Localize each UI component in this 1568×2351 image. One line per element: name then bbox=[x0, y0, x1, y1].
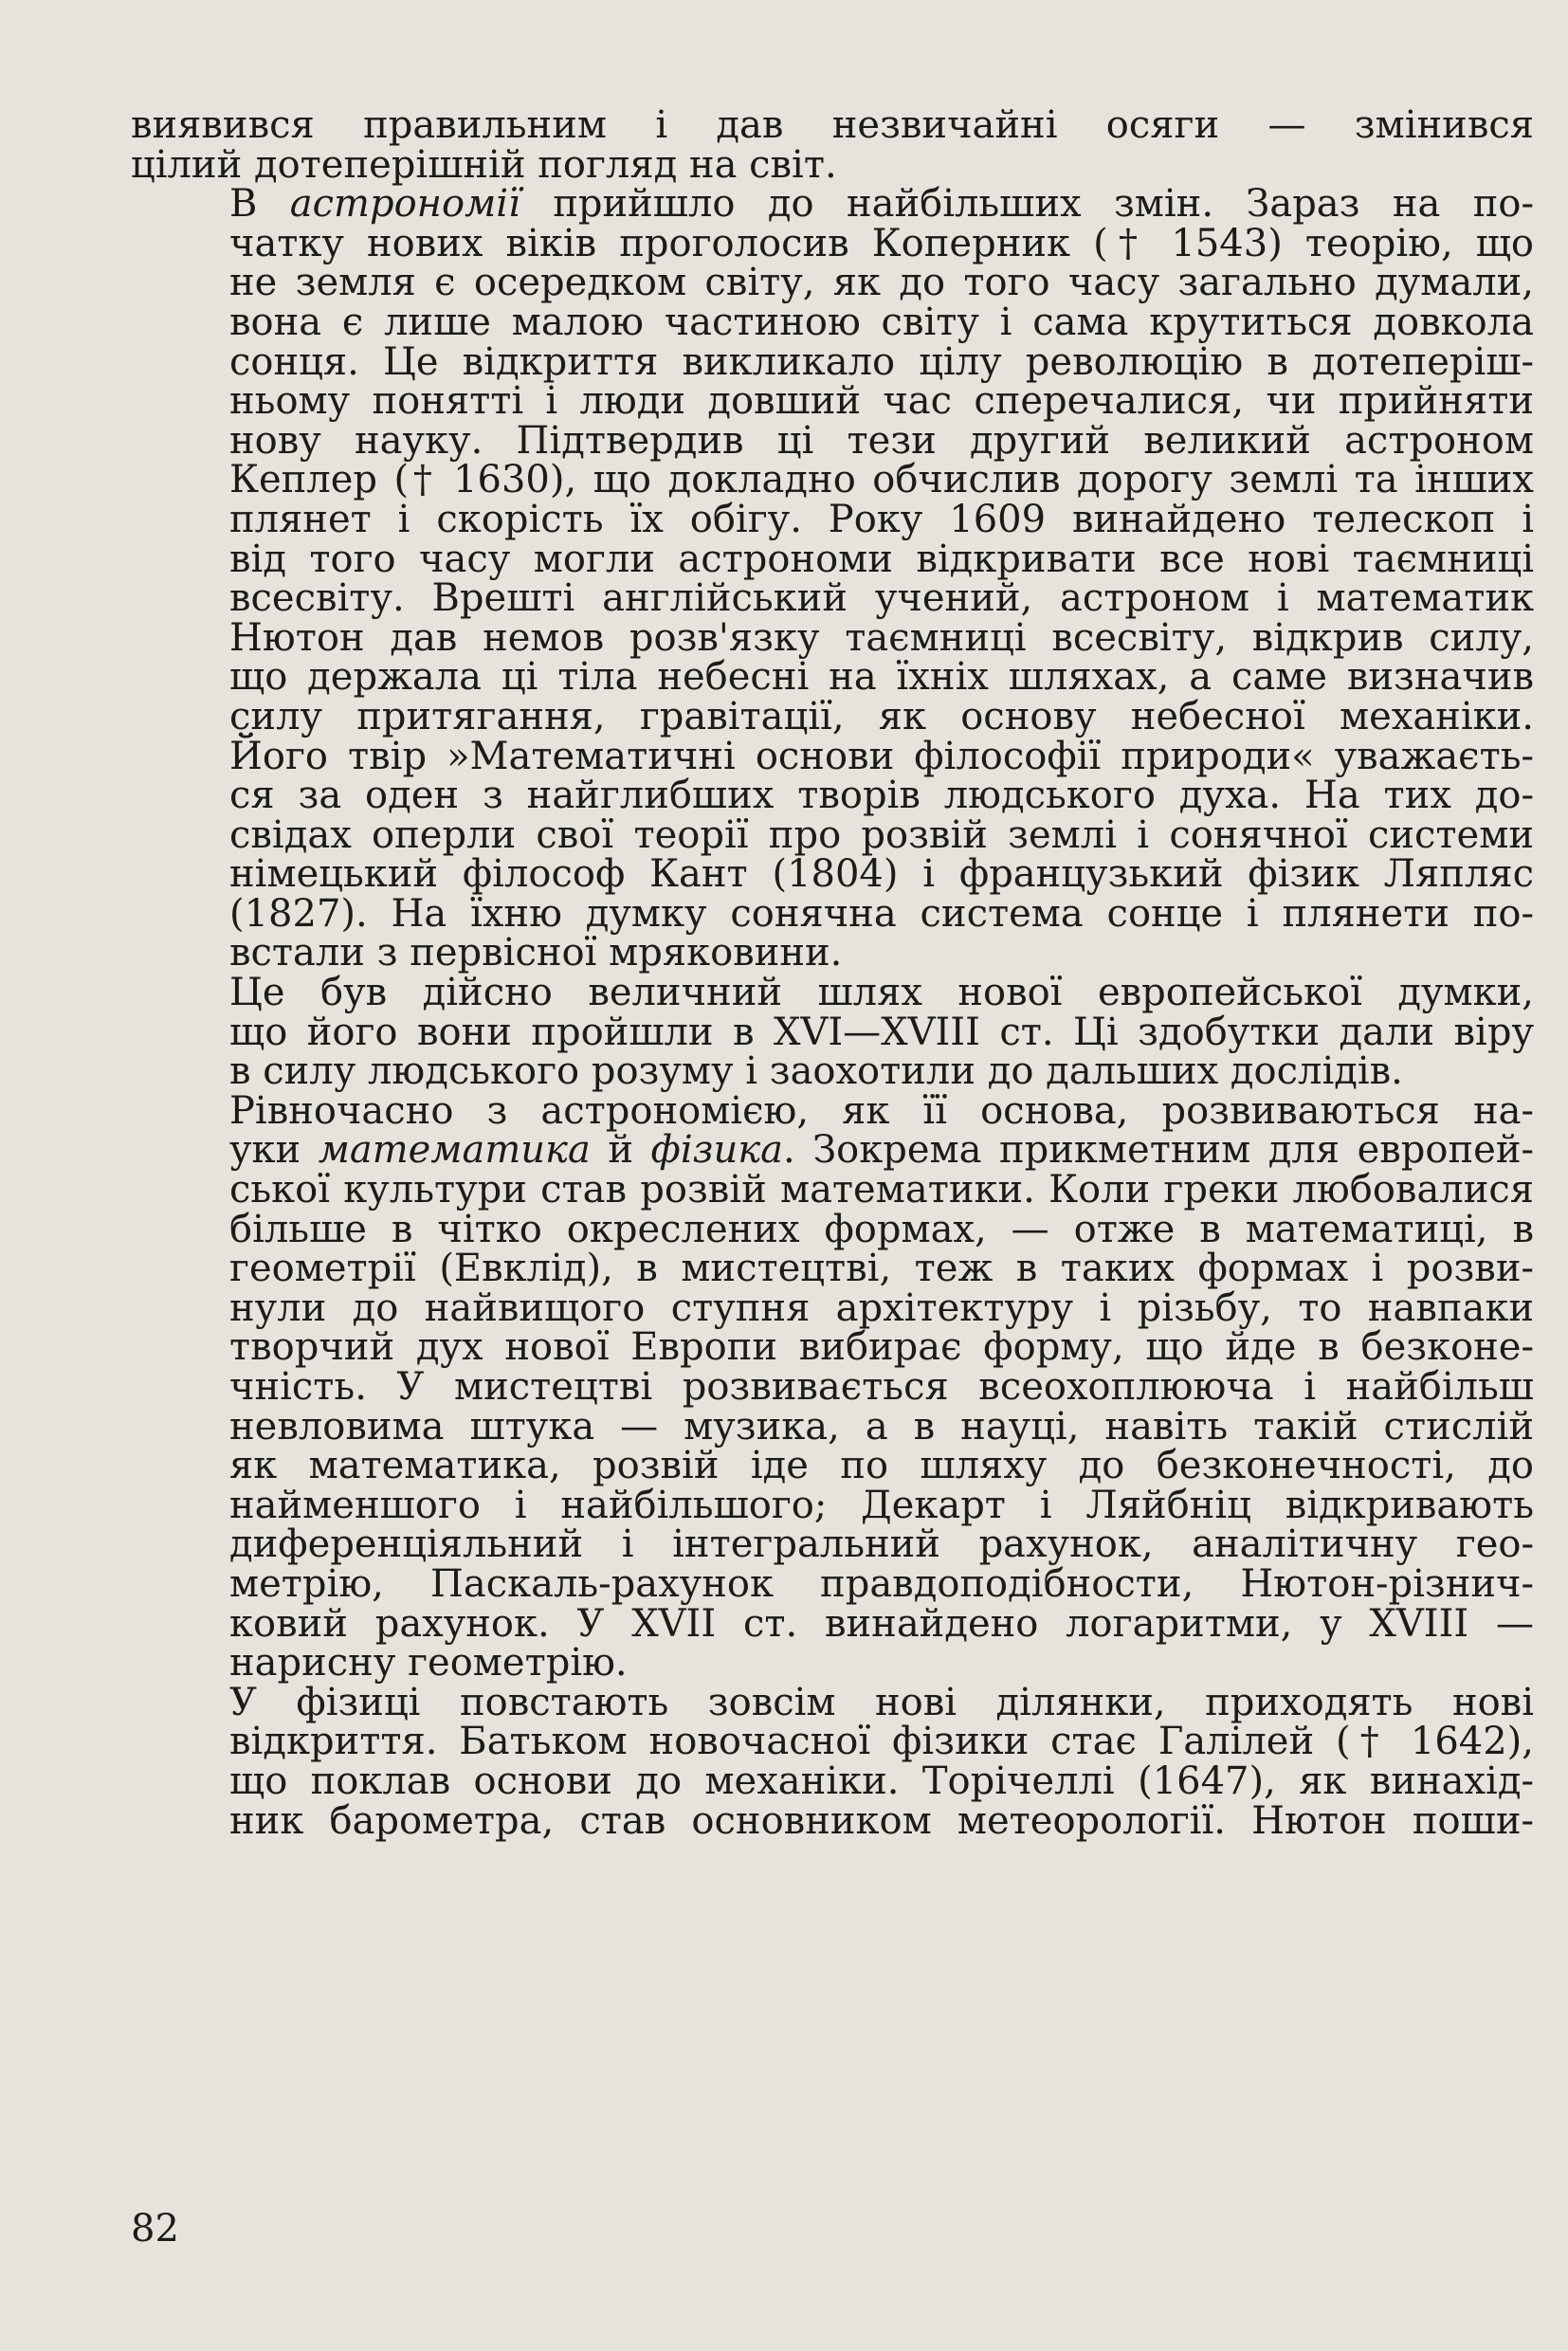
text-line: свідах оперли свої теорії про розвій землі і сонячної системи bbox=[229, 812, 1534, 857]
text-line: найменшого і найбільшого; Декарт і Ляйбніц відкривають bbox=[229, 1483, 1534, 1527]
text-line: метрію, Паскаль-рахунок правдоподібности, Нютон-різнич- bbox=[229, 1561, 1534, 1606]
text-line: німецький філософ Кант (1804) і французький фізик Ляпляс bbox=[229, 852, 1534, 897]
text-line: нову науку. Підтвердив ці тези другий великий астроном bbox=[229, 418, 1534, 463]
text-line: чність. У мистецтві розвивається всеохоплююча і найбільш bbox=[229, 1365, 1534, 1409]
text-line: Його твір »Математичні основи філософії природи« уважаєть- bbox=[229, 734, 1534, 778]
text-line: (1827). На їхню думку сонячна система сонце і плянети по- bbox=[229, 891, 1534, 936]
text-line: уки математика й фізика. Зокрема прикметним для европей- bbox=[229, 1128, 1534, 1173]
text-line: цілий дотеперішній погляд на світ. bbox=[131, 142, 837, 187]
paragraph bbox=[131, 1088, 1534, 1686]
body-text bbox=[131, 103, 1534, 1843]
text-line: ник барометра, став основником метеорології. Нютон поши- bbox=[229, 1798, 1534, 1843]
text-line: сонця. Це відкриття викликало цілу революцію в дотеперіш- bbox=[229, 339, 1534, 384]
text-line: Кеплер († 1630), що докладно обчислив дорогу землі та інших bbox=[229, 458, 1534, 502]
text-line: ся за оден з найглибших творів людського духа. На тих до- bbox=[229, 774, 1534, 818]
text-line: що держала ці тіла небесні на їхніх шляхах, а саме визначив bbox=[229, 655, 1534, 700]
text-line: диференціяльний і інтегральний рахунок, аналітичну гео- bbox=[229, 1522, 1534, 1567]
text-line: У фізиці повстають зовсім нові ділянки, приходять нові bbox=[229, 1680, 1534, 1724]
text-line: чатку нових віків проголосив Коперник († 1543) теорію, що bbox=[229, 221, 1534, 265]
text-line: що його вони пройшли в XVI—XVIII ст. Ці здобутки дали віру bbox=[229, 1010, 1534, 1054]
text-line: ньому понятті і люди довший час сперечалися, чи прийняти bbox=[229, 379, 1534, 424]
text-line: ської культури став розвій математики. Коли греки любовалися bbox=[229, 1168, 1534, 1212]
text-line: виявився правильним і дав незвичайні осяги — змінився bbox=[131, 103, 1534, 147]
text-line: нули до найвищого ступня архітектуру і різьбу, то навпаки bbox=[229, 1285, 1534, 1330]
text-line: вона є лише малою частиною світу і сама крутиться довкола bbox=[229, 300, 1534, 344]
text-line: Це був дійсно величний шлях нової европейської думки, bbox=[229, 971, 1534, 1015]
text-line: геометрії (Евклід), в мистецтві, теж в таких формах і розви- bbox=[229, 1247, 1534, 1291]
text-line: В астрономії прийшло до найбільших змін. Зараз на по- bbox=[229, 182, 1534, 227]
text-line: що поклав основи до механіки. Торічеллі (1647), як винахід- bbox=[229, 1759, 1534, 1803]
text-line: Рівночасно з астрономією, як її основа, розвиваються на- bbox=[229, 1088, 1534, 1133]
text-line: встали з первісної мряковини. bbox=[229, 931, 843, 975]
text-line: плянет і скорість їх обігу. Року 1609 винайдено телескоп і bbox=[229, 497, 1534, 541]
text-line: більше в чітко окреслених формах, — отже в математиці, в bbox=[229, 1207, 1534, 1251]
paragraph bbox=[131, 971, 1534, 1094]
paragraph bbox=[131, 182, 1534, 975]
paragraph bbox=[131, 1680, 1534, 1843]
text-line: Нютон дав немов розв'язку таємниці всесвіту, відкрив силу, bbox=[229, 615, 1534, 660]
text-line: силу притягання, гравітації, як основу небесної механіки. bbox=[229, 694, 1534, 738]
text-line: творчий дух нової Европи вибирає форму, що йде в безконе- bbox=[229, 1325, 1534, 1370]
text-line: всесвіту. Врешті англійський учений, астроном і математик bbox=[229, 576, 1534, 621]
text-line: в силу людського розуму і заохотили до дальших дослідів. bbox=[229, 1049, 1403, 1094]
text-line: невловима штука — музика, а в науці, навіть такій стислій bbox=[229, 1404, 1534, 1449]
text-line: відкриття. Батьком новочасної фізики стає Галілей († 1642), bbox=[229, 1720, 1534, 1764]
text-line: не земля є осередком світу, як до того часу загально думали, bbox=[229, 261, 1534, 305]
text-line: ковий рахунок. У XVII ст. винайдено логаритми, у XVIII — bbox=[229, 1601, 1534, 1646]
text-line: як математика, розвій іде по шляху до безконечності, до bbox=[229, 1444, 1534, 1488]
text-line: від того часу могли астрономи відкривати все нові таємниці bbox=[229, 537, 1534, 581]
paragraph bbox=[131, 103, 1534, 187]
text-line: нарисну геометрію. bbox=[229, 1641, 628, 1686]
page-number: 82 bbox=[131, 2207, 179, 2251]
